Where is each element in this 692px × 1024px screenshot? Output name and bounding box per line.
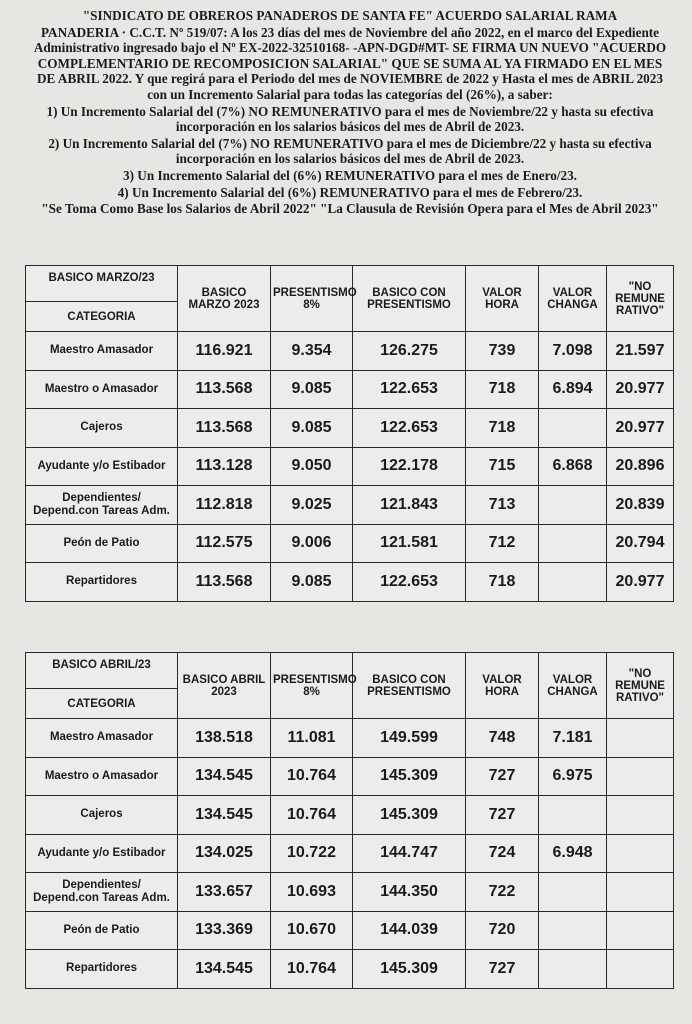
category-cell: Peón de Patio <box>26 524 178 563</box>
valor-changa-cell <box>539 950 607 989</box>
presentismo-cell: 10.764 <box>271 796 353 835</box>
col-header-basico-con-presentismo: BASICO CON PRESENTISMO <box>353 266 466 332</box>
no-remunerativo-cell <box>607 796 674 835</box>
valor-changa-cell: 6.894 <box>539 370 607 409</box>
category-cell: Maestro Amasador <box>26 332 178 371</box>
basico-cell: 134.025 <box>178 834 271 873</box>
salary-table-marzo <box>25 265 674 602</box>
header-closing: "Se Toma Como Base los Salarios de Abril 2022" "La Clausula de Revisión Opera para el Mes de Abril 2023" <box>41 201 659 217</box>
salary-table-abril <box>25 652 674 989</box>
valor-changa-cell: 7.181 <box>539 719 607 758</box>
no-remunerativo-cell: 20.839 <box>607 486 674 525</box>
presentismo-cell: 9.006 <box>271 524 353 563</box>
header-title: "SINDICATO DE OBREROS PANADEROS DE SANTA FE" ACUERDO SALARIAL RAMA <box>82 8 618 23</box>
table-row <box>26 370 674 409</box>
basico-con-presentismo-cell: 121.581 <box>353 524 466 563</box>
basico-cell: 133.369 <box>178 911 271 950</box>
basico-con-presentismo-cell: 145.309 <box>353 757 466 796</box>
table-row <box>26 447 674 486</box>
category-cell: Dependientes/ Depend.con Tareas Adm. <box>26 873 178 912</box>
table-row <box>26 486 674 525</box>
no-remunerativo-cell <box>607 911 674 950</box>
col-header-valor-hora: VALOR HORA <box>466 653 539 719</box>
presentismo-cell: 9.354 <box>271 332 353 371</box>
category-cell: Maestro o Amasador <box>26 370 178 409</box>
category-cell: Cajeros <box>26 409 178 448</box>
presentismo-cell: 10.764 <box>271 950 353 989</box>
table-row <box>26 950 674 989</box>
col-header-no-remunerativo: "NO REMUNE RATIVO" <box>607 653 674 719</box>
valor-changa-cell <box>539 486 607 525</box>
table-row <box>26 409 674 448</box>
valor-changa-cell: 6.948 <box>539 834 607 873</box>
valor-hora-cell: 712 <box>466 524 539 563</box>
no-remunerativo-cell: 21.597 <box>607 332 674 371</box>
valor-hora-cell: 727 <box>466 950 539 989</box>
category-cell: Repartidores <box>26 563 178 602</box>
valor-hora-cell: 724 <box>466 834 539 873</box>
valor-hora-cell: 718 <box>466 563 539 602</box>
basico-con-presentismo-cell: 126.275 <box>353 332 466 371</box>
presentismo-cell: 9.085 <box>271 409 353 448</box>
presentismo-cell: 10.693 <box>271 873 353 912</box>
header-item-4: 4) Un Incremento Salarial del (6%) REMUNERATIVO para el mes de Febrero/23. <box>117 184 583 200</box>
presentismo-cell: 9.025 <box>271 486 353 525</box>
table-row <box>26 911 674 950</box>
valor-changa-cell <box>539 796 607 835</box>
corner-title: BASICO ABRIL/23 <box>26 653 178 689</box>
no-remunerativo-cell: 20.977 <box>607 563 674 602</box>
valor-changa-cell <box>539 911 607 950</box>
table-row <box>26 563 674 602</box>
table-row <box>26 719 674 758</box>
basico-con-presentismo-cell: 144.747 <box>353 834 466 873</box>
table-row <box>26 757 674 796</box>
no-remunerativo-cell: 20.977 <box>607 370 674 409</box>
valor-hora-cell: 715 <box>466 447 539 486</box>
basico-con-presentismo-cell: 144.350 <box>353 873 466 912</box>
category-cell: Maestro Amasador <box>26 719 178 758</box>
category-cell: Maestro o Amasador <box>26 757 178 796</box>
agreement-text <box>30 8 670 218</box>
basico-con-presentismo-cell: 122.653 <box>353 563 466 602</box>
category-cell: Cajeros <box>26 796 178 835</box>
basico-cell: 112.575 <box>178 524 271 563</box>
basico-cell: 113.568 <box>178 370 271 409</box>
no-remunerativo-cell <box>607 834 674 873</box>
basico-con-presentismo-cell: 145.309 <box>353 796 466 835</box>
col-header-categoria: CATEGORIA <box>26 689 178 719</box>
col-header-basico: BASICO ABRIL 2023 <box>178 653 271 719</box>
basico-cell: 113.568 <box>178 409 271 448</box>
valor-hora-cell: 739 <box>466 332 539 371</box>
basico-con-presentismo-cell: 144.039 <box>353 911 466 950</box>
category-cell: Ayudante y/o Estibador <box>26 834 178 873</box>
presentismo-cell: 10.722 <box>271 834 353 873</box>
valor-hora-cell: 727 <box>466 757 539 796</box>
no-remunerativo-cell: 20.977 <box>607 409 674 448</box>
no-remunerativo-cell: 20.794 <box>607 524 674 563</box>
corner-title: BASICO MARZO/23 <box>26 266 178 302</box>
basico-cell: 134.545 <box>178 757 271 796</box>
table-row <box>26 834 674 873</box>
presentismo-cell: 11.081 <box>271 719 353 758</box>
basico-cell: 112.818 <box>178 486 271 525</box>
basico-cell: 113.128 <box>178 447 271 486</box>
no-remunerativo-cell <box>607 757 674 796</box>
basico-cell: 113.568 <box>178 563 271 602</box>
basico-cell: 138.518 <box>178 719 271 758</box>
col-header-presentismo: PRESENTISMO 8% <box>271 653 353 719</box>
col-header-valor-hora: VALOR HORA <box>466 266 539 332</box>
no-remunerativo-cell <box>607 719 674 758</box>
valor-hora-cell: 718 <box>466 409 539 448</box>
presentismo-cell: 10.670 <box>271 911 353 950</box>
table-row <box>26 796 674 835</box>
table-row <box>26 332 674 371</box>
valor-hora-cell: 718 <box>466 370 539 409</box>
col-header-presentismo: PRESENTISMO 8% <box>271 266 353 332</box>
basico-con-presentismo-cell: 122.653 <box>353 370 466 409</box>
header-item-3: 3) Un Incremento Salarial del (6%) REMUNERATIVO para el mes de Enero/23. <box>123 167 577 183</box>
basico-con-presentismo-cell: 122.178 <box>353 447 466 486</box>
basico-con-presentismo-cell: 149.599 <box>353 719 466 758</box>
valor-changa-cell <box>539 563 607 602</box>
category-cell: Ayudante y/o Estibador <box>26 447 178 486</box>
col-header-basico: BASICO MARZO 2023 <box>178 266 271 332</box>
basico-con-presentismo-cell: 122.653 <box>353 409 466 448</box>
col-header-valor-changa: VALOR CHANGA <box>539 653 607 719</box>
category-cell: Dependientes/ Depend.con Tareas Adm. <box>26 486 178 525</box>
basico-con-presentismo-cell: 121.843 <box>353 486 466 525</box>
presentismo-cell: 10.764 <box>271 757 353 796</box>
col-header-valor-changa: VALOR CHANGA <box>539 266 607 332</box>
no-remunerativo-cell <box>607 950 674 989</box>
header-item-1: 1) Un Incremento Salarial del (7%) NO REMUNERATIVO para el mes de Noviembre/22 y hasta su efectiva incorporación en los salarios básicos del mes de Abril de 2023. <box>46 103 654 135</box>
basico-cell: 116.921 <box>178 332 271 371</box>
header-item-2: 2) Un Incremento Salarial del (7%) NO REMUNERATIVO para el mes de Diciembre/22 y hasta su efectiva incorporación en los salarios básicos del mes de Abril de 2023. <box>48 135 652 167</box>
table-row <box>26 873 674 912</box>
table-row <box>26 524 674 563</box>
col-header-categoria: CATEGORIA <box>26 302 178 332</box>
no-remunerativo-cell <box>607 873 674 912</box>
presentismo-cell: 9.085 <box>271 370 353 409</box>
valor-hora-cell: 727 <box>466 796 539 835</box>
valor-changa-cell: 7.098 <box>539 332 607 371</box>
presentismo-cell: 9.085 <box>271 563 353 602</box>
basico-cell: 134.545 <box>178 950 271 989</box>
basico-cell: 134.545 <box>178 796 271 835</box>
valor-changa-cell <box>539 524 607 563</box>
basico-con-presentismo-cell: 145.309 <box>353 950 466 989</box>
presentismo-cell: 9.050 <box>271 447 353 486</box>
valor-hora-cell: 713 <box>466 486 539 525</box>
basico-cell: 133.657 <box>178 873 271 912</box>
valor-changa-cell: 6.868 <box>539 447 607 486</box>
valor-changa-cell <box>539 873 607 912</box>
category-cell: Peón de Patio <box>26 911 178 950</box>
col-header-no-remunerativo: "NO REMUNE RATIVO" <box>607 266 674 332</box>
col-header-basico-con-presentismo: BASICO CON PRESENTISMO <box>353 653 466 719</box>
category-cell: Repartidores <box>26 950 178 989</box>
valor-hora-cell: 722 <box>466 873 539 912</box>
valor-changa-cell: 6.975 <box>539 757 607 796</box>
valor-hora-cell: 748 <box>466 719 539 758</box>
valor-changa-cell <box>539 409 607 448</box>
no-remunerativo-cell: 20.896 <box>607 447 674 486</box>
valor-hora-cell: 720 <box>466 911 539 950</box>
header-paragraph: PANADERIA · C.C.T. Nº 519/07: A los 23 días del mes de Noviembre del año 2022, en el marco del Expediente Administrativo ingresado bajo el Nº EX-2022-32510168- -APN-DGD#MT- SE FIRMA UN NUEVO "ACUERDO COMPLEMENTARIO DE RECOMPOSICION SALARIAL" QUE SE SUMA AL YA FIRMADO EN EL MES DE ABRIL 2022. Y que regirá para el Periodo del mes de NOVIEMBRE de 2022 y Hasta el mes de ABRIL 2023 con un Incremento Salarial para todas las categorías del (26%), a saber: <box>33 24 667 102</box>
